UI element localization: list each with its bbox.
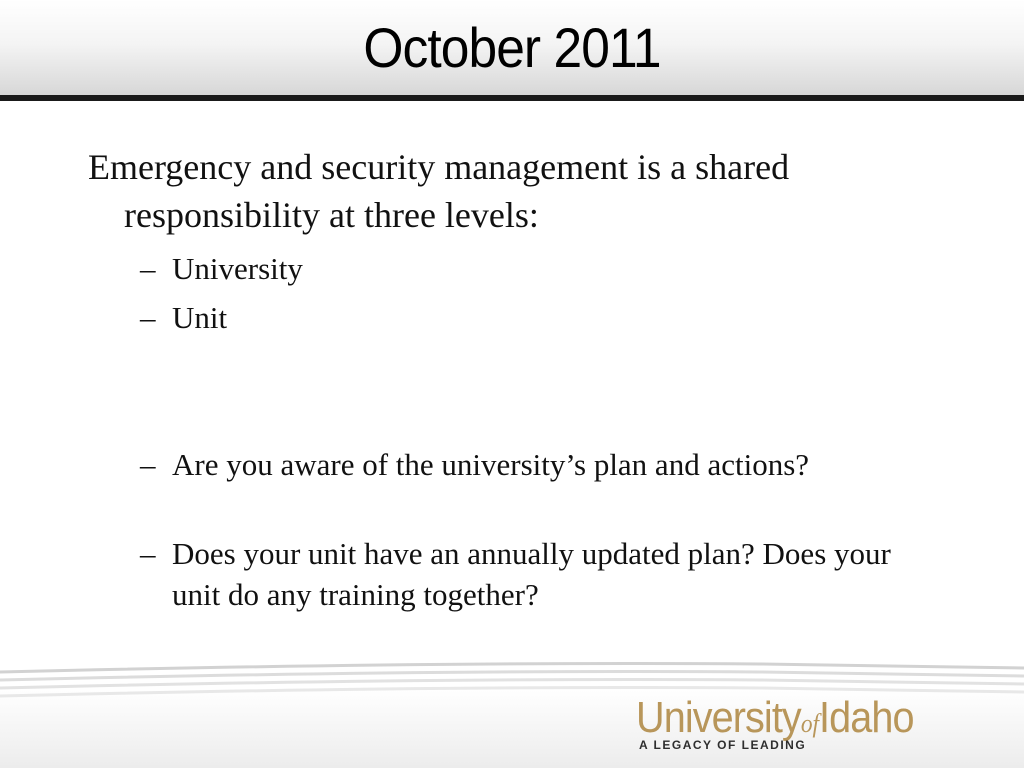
- bullet-text: Does your unit have an annually updated plan? Does your unit do any training together?: [172, 536, 891, 612]
- bullet-text: University: [172, 251, 303, 286]
- bullet-dash: –: [140, 447, 156, 482]
- bullet-text: Unit: [172, 300, 228, 335]
- university-logo: [636, 693, 976, 756]
- bullet-item: [140, 533, 910, 615]
- bullet-dash: –: [140, 536, 156, 571]
- bullet-dash: –: [140, 300, 156, 335]
- logo-wordmark: UniversityofIdaho: [636, 693, 914, 742]
- lead-paragraph: Emergency and security management is a shared responsibility at three levels:: [88, 147, 790, 235]
- bullet-item: [140, 444, 840, 485]
- slide-title: October 2011: [363, 16, 661, 79]
- bullet-text: Are you aware of the university’s plan and actions?: [172, 447, 810, 482]
- bullet-item: [140, 297, 900, 338]
- bullet-item: [140, 248, 900, 289]
- logo-tagline: A LEGACY OF LEADING: [639, 738, 807, 752]
- bullet-dash: –: [140, 251, 156, 286]
- title-divider: [0, 95, 1024, 101]
